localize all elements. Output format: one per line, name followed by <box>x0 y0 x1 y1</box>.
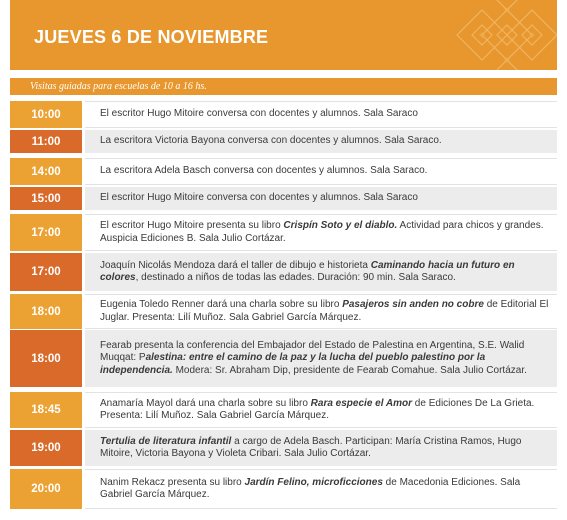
event-description <box>85 392 557 428</box>
event-text: de Macedonia Ediciones. Sala Gabriel García Márquez. <box>100 476 521 500</box>
event-title-emphasis: Rara especie el Amor <box>310 397 413 409</box>
event-text: La escritora Adela Basch conversa con docentes y alumnos. Sala Saraco. <box>100 165 428 177</box>
event-text: Anamaría Mayol dará una charla sobre su libro <box>100 397 311 409</box>
table-row <box>10 187 557 210</box>
event-time: 11:00 <box>10 130 82 153</box>
event-time: 18:00 <box>10 330 82 387</box>
page-title: JUEVES 6 DE NOVIEMBRE <box>34 27 269 47</box>
event-time: 14:00 <box>10 158 82 185</box>
event-text: Joaquín Nicolás Mendoza dará el taller de dibujo e historieta <box>100 259 371 271</box>
table-row <box>10 158 557 185</box>
event-description <box>85 330 557 387</box>
event-text: de Editorial El Juglar. Presenta: Lilí Muñoz. Sala Gabriel García Márquez. <box>100 299 549 323</box>
event-text: El escritor Hugo Mitoire presenta su libro <box>100 220 284 231</box>
table-row <box>10 253 557 291</box>
event-text: Fearab presenta la conferencia del Embajador del Estado de Palestina en Argentina, S.E. Walid Muqqat: P <box>100 339 525 364</box>
event-text: de Ediciones De La Grieta. Presenta: Lilí Muñoz. Sala Gabriel García Márquez. <box>100 397 535 421</box>
event-time: 10:00 <box>10 101 82 128</box>
event-text: Modera: Sr. Abraham Dip, presidente de Fearab Comahue. Sala Julio Cortázar. <box>172 364 527 376</box>
event-title-emphasis: Jardín Felino, microficciones <box>244 476 383 488</box>
event-time: 18:00 <box>10 294 82 329</box>
event-time: 19:00 <box>10 430 82 466</box>
event-description <box>85 101 557 128</box>
table-row <box>10 214 557 251</box>
event-text: La escritora Victoria Bayona conversa con docentes y alumnos. Sala Saraco. <box>100 135 442 147</box>
header-banner <box>10 0 557 70</box>
table-row <box>10 101 557 128</box>
event-text: Eugenia Toledo Renner dará una charla sobre su libro <box>100 299 343 310</box>
table-row <box>10 392 557 428</box>
event-title-emphasis: Tertulia de literatura infantil <box>100 435 232 447</box>
event-text: El escritor Hugo Mitoire conversa con docentes y alumnos. Sala Saraco <box>100 108 418 120</box>
table-row <box>10 469 557 509</box>
event-text: a cargo de Adela Basch. Participan: María Cristina Ramos, Hugo Mitoire, Victoria Bayona y Violeta Cribari. Sala Julio Cortázar. <box>100 435 522 459</box>
event-description <box>85 214 557 251</box>
table-row <box>10 294 557 329</box>
event-time: 15:00 <box>10 187 82 210</box>
event-time: 17:00 <box>10 214 82 251</box>
event-title-emphasis: alestina: entre el camino de la paz y la lucha del pueblo palestino por la independencia. <box>100 352 486 376</box>
event-title-emphasis: Crispín Soto y el diablo. <box>283 220 398 231</box>
event-time: 18:45 <box>10 392 82 428</box>
table-row <box>10 330 557 387</box>
event-time: 20:00 <box>10 469 82 509</box>
event-description <box>85 187 557 210</box>
event-title-emphasis: Pasajeros sin anden no cobre <box>342 299 484 310</box>
event-time: 17:00 <box>10 253 82 291</box>
event-description <box>85 253 557 291</box>
event-description <box>85 158 557 185</box>
event-text: El escritor Hugo Mitoire conversa con docentes y alumnos. Sala Saraco <box>100 192 418 204</box>
event-description <box>85 130 557 153</box>
subtitle-bar: Visitas guiadas para escuelas de 10 a 16 hs. <box>10 78 557 95</box>
table-row <box>10 130 557 153</box>
event-text: Nanim Rekacz presenta su libro <box>100 476 245 488</box>
event-text: , destinado a niños de todas las edades. Duración: 90 min. Sala Saraco. <box>135 272 456 283</box>
event-description <box>85 430 557 466</box>
event-description <box>85 294 557 329</box>
event-description <box>85 469 557 509</box>
event-text: Actividad para chicos y grandes. Auspicia Ediciones B. Sala Julio Cortázar. <box>100 220 544 244</box>
event-title-emphasis: Caminando hacia un futuro en colores <box>100 259 515 283</box>
decorative-pattern-icon <box>427 0 557 70</box>
table-row <box>10 430 557 466</box>
